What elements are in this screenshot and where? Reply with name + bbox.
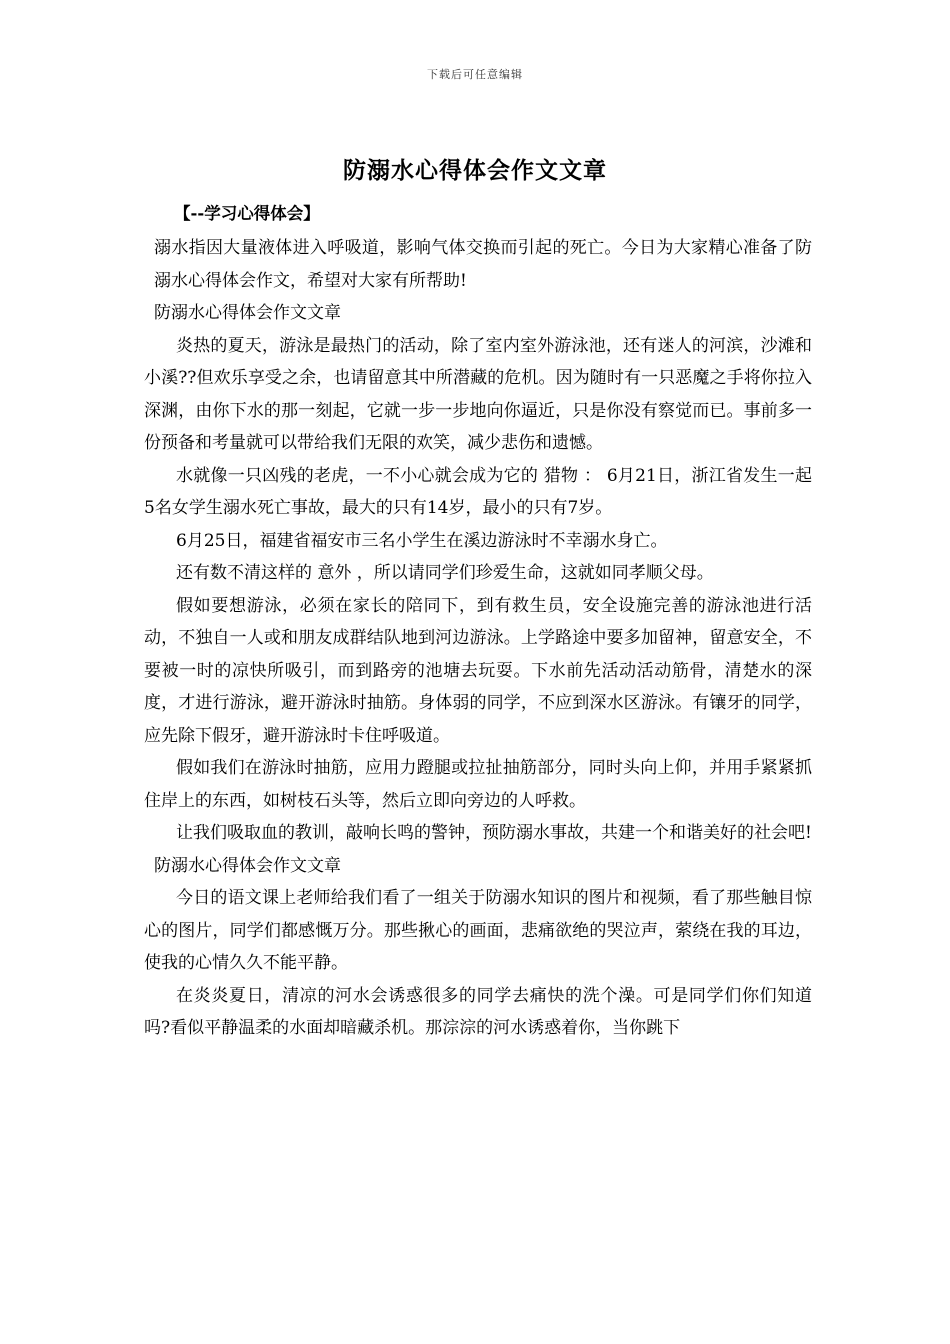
paragraph: 在炎炎夏日，清凉的河水会诱惑很多的同学去痛快的洗个澡。可是同学们你们知道吗?看似平静温柔的水面却暗藏杀机。那淙淙的河水诱惑着你，当你跳下 <box>144 985 812 1038</box>
section-heading: 防溺水心得体会作文文章 <box>154 303 341 323</box>
paragraph: 6月25日，福建省福安市三名小学生在溪边游泳时不幸溺水身亡。 <box>176 530 668 551</box>
section-heading: 防溺水心得体会作文文章 <box>154 855 341 876</box>
paragraph: 假如我们在游泳时抽筋，应用力蹬腿或拉扯抽筋部分，同时头向上仰，并用手紧紧抓住岸上的东西，如树枝石头等，然后立即向旁边的人呼救。 <box>144 758 812 811</box>
document-title: 防溺水心得体会作文文章 <box>343 157 607 184</box>
paragraph: 炎热的夏天，游泳是最热门的活动，除了室内室外游泳池，还有迷人的河滨，沙滩和小溪??但欢乐享受之余，也请留意其中所潜藏的危机。因为随时有一只恶魔之手将你拉入深渊，由你下水的那一刻起，它就一步一步地向你逼近，只是你没有察觉而已。事前多一份预备和考量就可以带给我们无限的欢笑，减少悲伤和遗憾。 <box>144 335 812 453</box>
paragraph: 今日的语文课上老师给我们看了一组关于防溺水知识的图片和视频，看了那些触目惊心的图片，同学们都感慨万分。那些揪心的画面，悲痛欲绝的哭泣声，萦绕在我的耳边，使我的心情久久不能平静。 <box>144 888 812 973</box>
paragraph: 让我们吸取血的教训，敲响长鸣的警钟，预防溺水事故，共建一个和谐美好的社会吧! <box>176 823 812 843</box>
paragraph: 还有数不清这样的 意外 ，所以请同学们珍爱生命，这就如同孝顺父母。 <box>176 563 714 583</box>
paragraph: 溺水指因大量液体进入呼吸道，影响气体交换而引起的死亡。今日为大家精心准备了防溺水心得体会作文，希望对大家有所帮助! <box>154 238 812 291</box>
page-header-note: 下载后可任意编辑 <box>427 68 523 81</box>
category-tag: 【--学习心得体会】 <box>174 204 320 223</box>
document-body <box>144 232 812 1045</box>
paragraph: 水就像一只凶残的老虎，一不小心就会成为它的 猎物 ： 6月21日，浙江省发生一起5名女学生溺水死亡事故，最大的只有14岁，最小的只有7岁。 <box>144 465 812 518</box>
paragraph: 假如要想游泳，必须在家长的陪同下，到有救生员，安全设施完善的游泳池进行活动，不独自一人或和朋友成群结队地到河边游泳。上学路途中要多加留神，留意安全，不要被一时的凉快所吸引，而到路旁的池塘去玩耍。下水前先活动活动筋骨，清楚水的深度，才进行游泳，避开游泳时抽筋。身体弱的同学，不应到深水区游泳。有镶牙的同学，应先除下假牙，避开游泳时卡住呼吸道。 <box>144 595 812 746</box>
